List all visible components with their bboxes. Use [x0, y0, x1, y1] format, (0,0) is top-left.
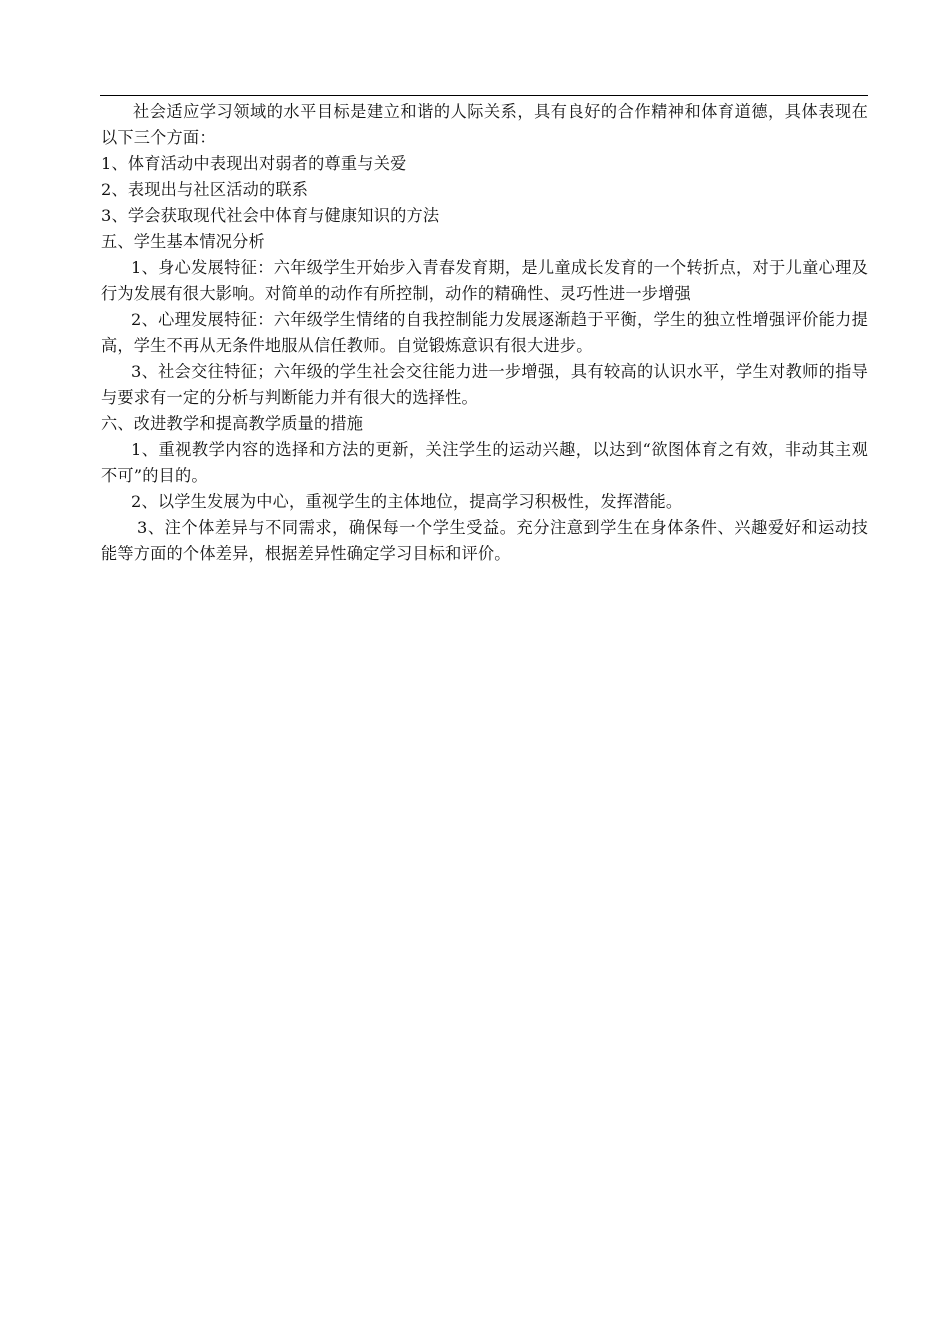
section-5-paragraph-2: 2、心理发展特征：六年级学生情绪的自我控制能力发展逐渐趋于平衡，学生的独立性增强评价能力提高，学生不再从无条件地服从信任教师。自觉锻炼意识有很大进步。	[101, 310, 868, 355]
intro-item-1: 1、体育活动中表现出对弱者的尊重与关爱	[101, 154, 407, 173]
section-5-paragraph-3: 3、社会交往特征；六年级的学生社会交往能力进一步增强，具有较高的认识水平，学生对教师的指导与要求有一定的分析与判断能力并有很大的选择性。	[101, 362, 868, 407]
header-rule	[100, 95, 868, 96]
document-body	[101, 99, 868, 567]
intro-paragraph: 社会适应学习领域的水平目标是建立和谐的人际关系，具有良好的合作精神和体育道德，具体表现在以下三个方面：	[101, 102, 868, 147]
section-6-paragraph-3: 3、注个体差异与不同需求，确保每一个学生受益。充分注意到学生在身体条件、兴趣爱好和运动技能等方面的个体差异，根据差异性确定学习目标和评价。	[101, 518, 868, 563]
section-6-paragraph-2: 2、以学生发展为中心，重视学生的主体地位，提高学习积极性，发挥潜能。	[131, 492, 683, 511]
section-5-heading: 五、学生基本情况分析	[101, 232, 265, 251]
section-6-paragraph-1: 1、重视教学内容的选择和方法的更新，关注学生的运动兴趣，以达到“欲图体育之有效，非动其主观不可”的目的。	[101, 440, 868, 485]
section-6-heading: 六、改进教学和提高教学质量的措施	[101, 414, 364, 433]
intro-item-3: 3、学会获取现代社会中体育与健康知识的方法	[101, 206, 440, 225]
section-5-paragraph-1: 1、身心发展特征：六年级学生开始步入青春发育期，是儿童成长发育的一个转折点，对于儿童心理及行为发展有很大影响。对简单的动作有所控制，动作的精确性、灵巧性进一步增强	[101, 258, 868, 303]
intro-item-2: 2、表现出与社区活动的联系	[101, 180, 309, 199]
